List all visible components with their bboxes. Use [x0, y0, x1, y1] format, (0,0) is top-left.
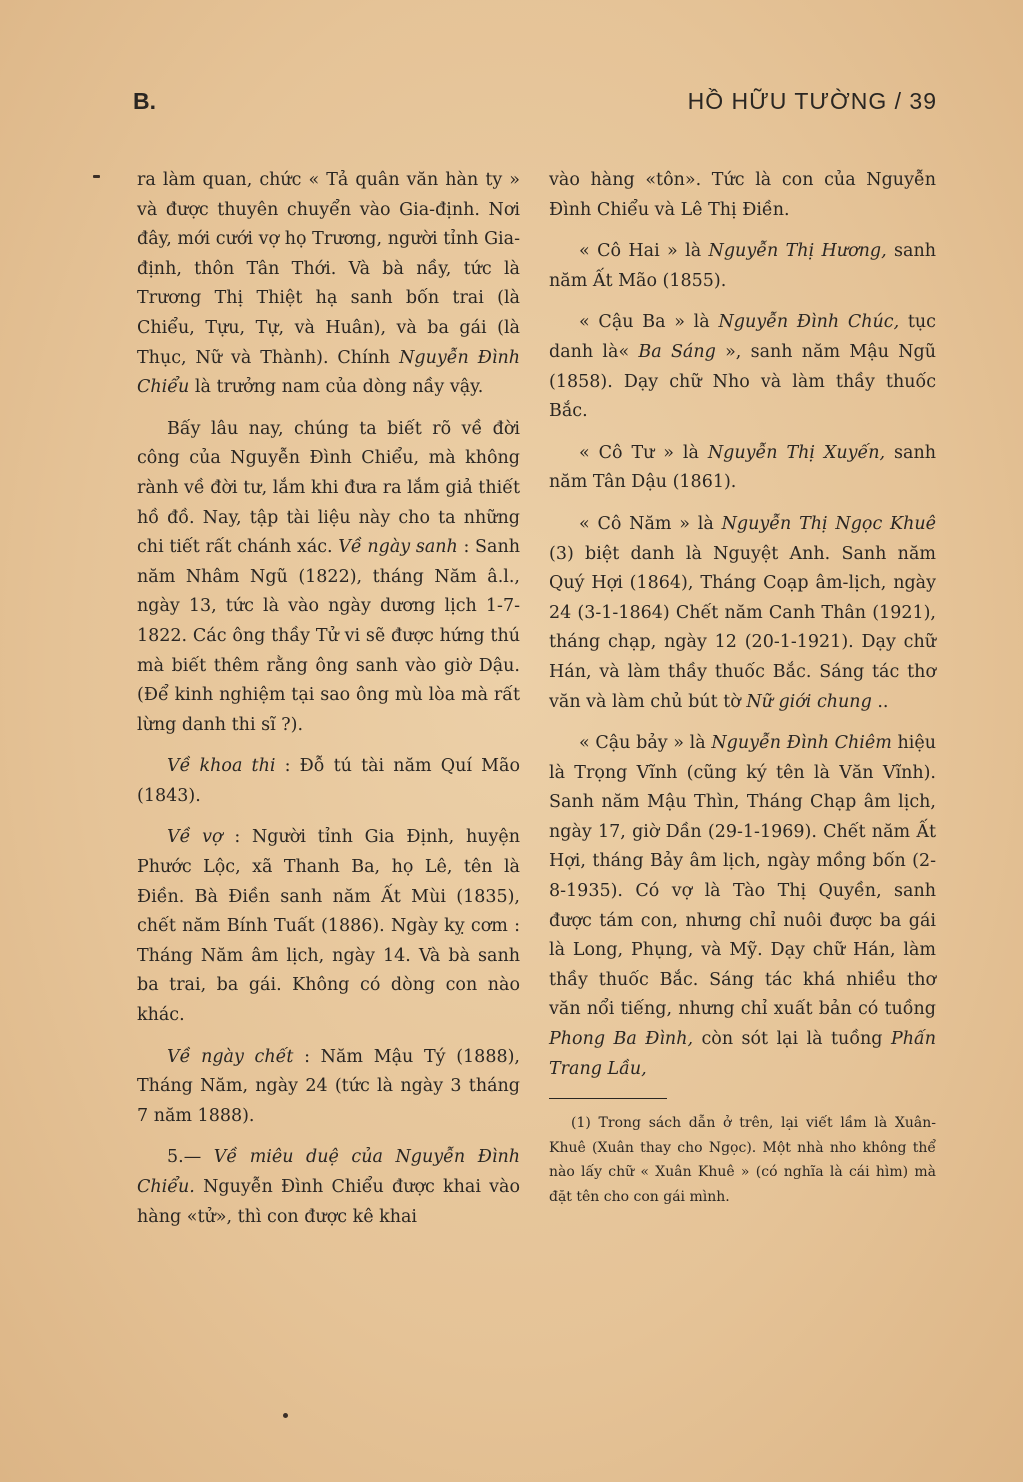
text-run: « Cậu bảy » là: [579, 733, 712, 754]
italic-name: Nguyễn Đình Chúc,: [718, 312, 900, 333]
italic-name: Nguyễn Đình Chiêm: [711, 733, 892, 754]
italic-heading: Về ngày sanh: [338, 537, 458, 558]
paragraph: [137, 752, 520, 811]
italic-name: Nguyễn Đình Chiểu: [137, 347, 520, 398]
running-header: HỒ HỮU TƯỜNG / 39: [687, 88, 937, 114]
italic-title: Phong Ba Đình,: [549, 1029, 694, 1050]
text-run: ra làm quan, chức « Tả quân văn hàn ty » và được thuyên chuyển vào Gia-định. Nơi đây, mới cưới vợ họ Trương, người tỉnh Gia-định, thôn Tân Thới. Và bà nầy, tức là Trương Thị Thiệt hạ sanh bốn trai (là Chiểu, Tựu, Tự, và Huân), và ba gái (là Thục, Nữ và Thành). Chính: [137, 170, 520, 368]
section-number: 5.—: [167, 1147, 214, 1168]
text-run: Nguyễn Đình Chiểu được khai vào hàng «tử», thì con được kê khai: [137, 1177, 520, 1227]
italic-heading: Về miêu duệ của Nguyễn Đình Chiểu.: [137, 1147, 520, 1197]
paragraph: [137, 166, 520, 403]
paragraph: [137, 823, 520, 1030]
text-run: ..: [871, 691, 889, 712]
text-run: hiệu là Trọng Vĩnh (cũng ký tên là Văn Vĩnh). Sanh năm Mậu Thìn, Tháng Chạp âm lịch, ngày 17, giờ Dần (29-1-1969). Chết năm Ất Hợi, tháng Bảy âm lịch, ngày mồng bốn (2-8-1935). Có vợ là Tào Thị Quyền, sanh được tám con, nhưng chỉ nuôi được ba gái là Long, Phụng, và Mỹ. Dạy chữ Hán, làm thầy thuốc Bắc. Sáng tác khá nhiều thơ văn nổi tiếng, nhưng chỉ xuất bản có tuồng: [549, 733, 936, 1020]
section-letter: B.: [133, 88, 156, 114]
text-run: tục danh là«: [549, 312, 936, 362]
paragraph: [137, 1043, 520, 1132]
left-column: [137, 166, 520, 1244]
footnote-divider: [549, 1098, 667, 1099]
text-run: sanh năm Tân Dậu (1861).: [549, 442, 936, 493]
italic-heading: Về ngày chết: [167, 1046, 294, 1067]
text-run: « Cô Hai » là: [579, 241, 709, 262]
text-run: Bấy lâu nay, chúng ta biết rõ về đời công của Nguyễn Đình Chiểu, mà không rành về đời tư, lắm khi đưa ra lắm giả thiết hồ đồ. Nay, tập tài liệu này cho ta những chi tiết rất chánh xác.: [137, 418, 520, 558]
paragraph: vào hàng «tôn». Tức là con của Nguyễn Đình Chiểu và Lê Thị Điền.: [549, 170, 936, 220]
paragraph: [549, 439, 936, 498]
paragraph: [549, 729, 936, 1084]
paragraph: [549, 510, 936, 717]
paragraph: [137, 415, 520, 741]
paragraph: [549, 237, 936, 296]
italic-title: Nữ giới chung: [746, 691, 872, 712]
italic-heading: Về khoa thi: [167, 756, 276, 777]
text-run: « Cô Năm » là: [579, 513, 722, 534]
italic-name: Nguyễn Thị Hương,: [708, 241, 887, 262]
right-column: [549, 166, 936, 1209]
text-run: « Cô Tư » là: [579, 442, 708, 463]
text-run: : Đỗ tú tài năm Quí Mão (1843).: [137, 756, 520, 806]
paragraph: [137, 1143, 520, 1232]
text-run: : Người tỉnh Gia Định, huyện Phước Lộc, xã Thanh Ba, họ Lê, tên là Điền. Bà Điền sanh năm Ất Mùi (1835), chết năm Bính Tuất (1886). Ngày kỵ cơm : Tháng Năm âm lịch, ngày 14. Và bà sanh ba trai, ba gái. Không có dòng con nào khác.: [137, 827, 520, 1026]
text-run: còn sót lại là tuồng: [693, 1029, 891, 1050]
footnote: (1) Trong sách dẫn ở trên, lại viết lầm là Xuân-Khuê (Xuân thay cho Ngọc). Một nhà nho không thể nào lấy chữ « Xuân Khuê » (có nghĩa là cái hìm) mà đặt tên cho con gái mình.: [549, 1115, 936, 1205]
italic-heading: Về vợ: [167, 827, 223, 848]
paragraph: [549, 308, 936, 426]
text-run: », sanh năm Mậu Ngũ (1858). Dạy chữ Nho và làm thầy thuốc Bắc.: [549, 341, 936, 422]
italic-title: Phấn Trang Lầu,: [549, 1029, 936, 1079]
italic-name: Nguyễn Thị Ngọc Khuê: [721, 513, 936, 534]
text-run: là trưởng nam của dòng nầy vậy.: [189, 377, 484, 398]
text-run: « Cậu Ba » là: [579, 312, 719, 333]
text-run: : Năm Mậu Tý (1888), Tháng Năm, ngày 24 (tức là ngày 3 tháng 7 năm 1888).: [137, 1046, 520, 1126]
text-run: : Sanh năm Nhâm Ngũ (1822), tháng Năm â.l., ngày 13, tức là vào ngày dương lịch 1-7-1822. Các ông thầy Tử vi sẽ được hứng thú mà biết thêm rằng ông sanh vào giờ Dậu. (Để kinh nghiệm tại sao ông mù lòa mà rất lừng danh thi sĩ ?).: [137, 537, 520, 735]
italic-name: Nguyễn Thị Xuyến,: [707, 442, 886, 463]
print-speck: [93, 175, 100, 178]
text-run: (3) biệt danh là Nguyệt Anh. Sanh năm Quý Hợi (1864), Tháng Coạp âm-lịch, ngày 24 (3-1-1864) Chết năm Canh Thân (1921), tháng chạp, ngày 12 (20-1-1921). Dạy chữ Hán, và làm thầy thuốc Bắc. Sáng tác thơ văn và làm chủ bút tờ: [549, 543, 936, 712]
italic-name: Ba Sáng: [638, 341, 716, 362]
text-run: sanh năm Ất Mão (1855).: [549, 241, 936, 291]
print-speck: [283, 1413, 288, 1418]
